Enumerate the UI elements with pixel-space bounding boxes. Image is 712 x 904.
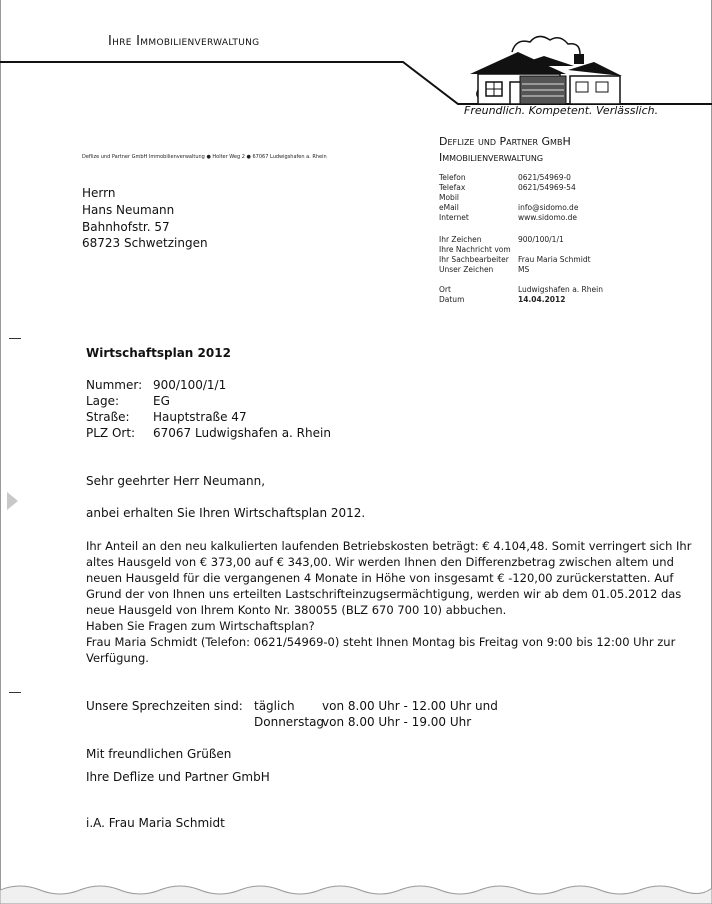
reference-value: 900/100/1/1 — [518, 235, 564, 244]
letter-subject: Wirtschaftsplan 2012 — [86, 346, 231, 360]
closing-greeting: Mit freundlichen Grüßen — [86, 747, 232, 761]
reference-label: Ihr Sachbearbeiter — [439, 255, 509, 264]
date-label: Datum — [439, 295, 465, 304]
place-label: Ort — [439, 285, 451, 294]
meta-value: 67067 Ludwigshafen a. Rhein — [153, 426, 331, 440]
company-name: Deflize und Partner GmbH — [439, 135, 571, 148]
recipient-salutation: Herrn — [82, 186, 116, 200]
letter-intro: anbei erhalten Sie Ihren Wirtschaftsplan 2012. — [86, 506, 366, 520]
paragraph-line: Ihr Anteil an den neu kalkulierten laufenden Betriebskosten beträgt: € 4.104,48. Somit verringert sich Ihr — [86, 539, 692, 553]
sender-return-address: Deflize und Partner GmbH Immobilienverwaltung ● Holter Weg 2 ● 67067 Ludwigshafen a. Rhein — [82, 154, 327, 160]
fold-mark — [9, 338, 21, 339]
contact-label: Internet — [439, 213, 469, 222]
office-hours-label: Unsere Sprechzeiten sind: — [86, 699, 243, 713]
meta-label: Straße: — [86, 410, 130, 424]
office-hours-time: von 8.00 Uhr - 19.00 Uhr — [322, 715, 472, 729]
recipient-street: Bahnhofstr. 57 — [82, 220, 170, 234]
paragraph-line: altes Hausgeld von € 373,00 auf € 343,00. Wir werden Ihnen den Differenzbetrag zwischen altem und — [86, 555, 674, 569]
recipient-name: Hans Neumann — [82, 203, 175, 217]
paragraph-line: Frau Maria Schmidt (Telefon: 0621/54969-0) steht Ihnen Montag bis Freitag von 9:00 bis 12:00 Uhr zur — [86, 635, 676, 649]
meta-value: EG — [153, 394, 170, 408]
date-value: 14.04.2012 — [518, 295, 566, 304]
paragraph-line: Grund der von Ihnen uns erteilten Lastschrifteinzugsermächtigung, werden wir ab dem 01.05.2012 das — [86, 587, 682, 601]
meta-label: PLZ Ort: — [86, 426, 136, 440]
paragraph-line: neue Hausgeld von Ihrem Konto Nr. 380055 (BLZ 670 700 10) abbuchen. — [86, 603, 507, 617]
reference-label: Ihre Nachricht vom — [439, 245, 511, 254]
paragraph-line: neuen Hausgeld für die vergangenen 4 Monate in Höhe von insgesamt € -120,00 zurückerstatten. Auf — [86, 571, 674, 585]
place-value: Ludwigshafen a. Rhein — [518, 285, 603, 294]
office-hours-time: von 8.00 Uhr - 12.00 Uhr und — [322, 699, 498, 713]
meta-label: Nummer: — [86, 378, 143, 392]
company-tagline: Freundlich. Kompetent. Verlässlich. — [464, 104, 659, 117]
contact-label: Telefax — [439, 183, 466, 192]
meta-label: Lage: — [86, 394, 120, 408]
header-title: Ihre Immobilienverwaltung — [108, 34, 260, 49]
reference-label: Ihr Zeichen — [439, 235, 482, 244]
office-hours-day: täglich — [254, 699, 295, 713]
contact-value: info@sidomo.de — [518, 203, 579, 212]
torn-edge — [0, 886, 712, 904]
letter-greeting: Sehr geehrter Herr Neumann, — [86, 474, 266, 488]
office-hours-day: Donnerstag — [254, 715, 325, 729]
recipient-city: 68723 Schwetzingen — [82, 236, 208, 250]
fold-mark — [9, 692, 21, 693]
contact-value: www.sidomo.de — [518, 213, 577, 222]
house-logo-icon — [462, 30, 632, 110]
reference-value: MS — [518, 265, 530, 274]
reference-label: Unser Zeichen — [439, 265, 494, 274]
signature: i.A. Frau Maria Schmidt — [86, 816, 225, 830]
meta-value: Hauptstraße 47 — [153, 410, 247, 424]
paragraph-line: Haben Sie Fragen zum Wirtschaftsplan? — [86, 619, 315, 633]
company-subtitle: Immobilienverwaltung — [439, 151, 544, 164]
reference-value: Frau Maria Schmidt — [518, 255, 591, 264]
meta-value: 900/100/1/1 — [153, 378, 227, 392]
paragraph-line: Verfügung. — [86, 651, 149, 665]
contact-label: eMail — [439, 203, 459, 212]
contact-value: 0621/54969-0 — [518, 173, 571, 182]
punch-mark-icon — [7, 492, 18, 510]
contact-value: 0621/54969-54 — [518, 183, 576, 192]
closing-company: Ihre Deflize und Partner GmbH — [86, 770, 270, 784]
contact-label: Mobil — [439, 193, 459, 202]
contact-label: Telefon — [439, 173, 466, 182]
